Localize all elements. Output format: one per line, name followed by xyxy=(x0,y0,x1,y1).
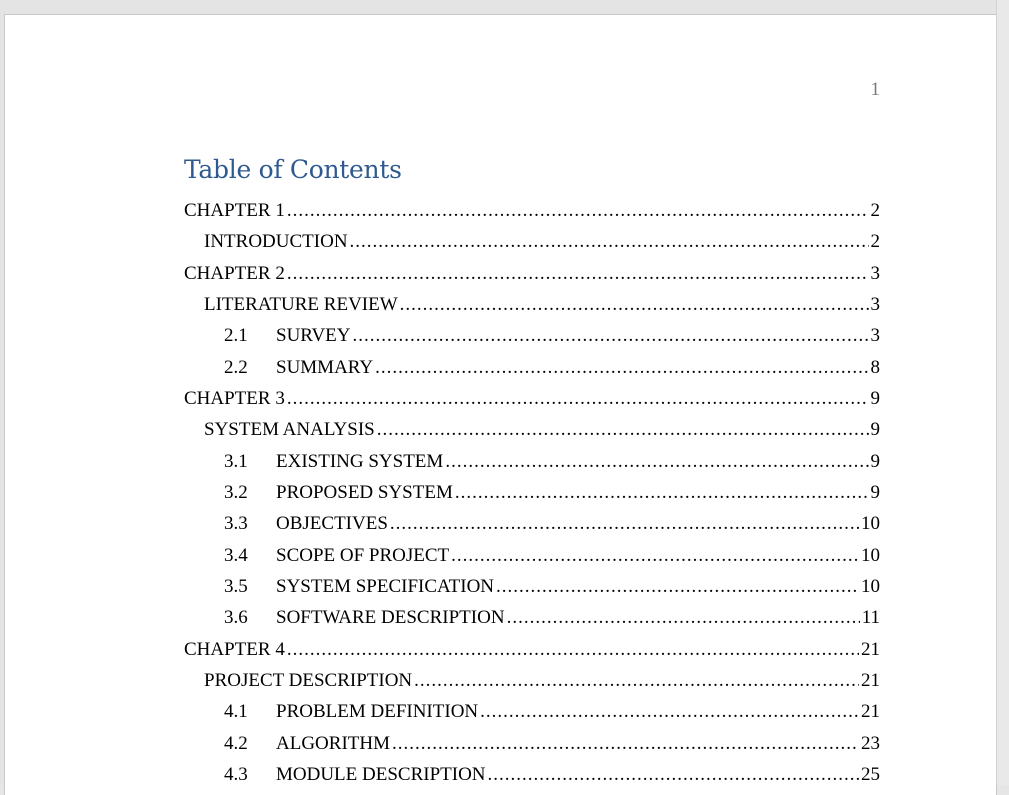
toc-dot-leader xyxy=(507,607,860,629)
toc-entry-number: 2.1 xyxy=(224,325,248,346)
toc-entry-label: PROPOSED SYSTEM xyxy=(276,482,453,503)
toc-entry-label: CHAPTER 3 xyxy=(184,388,285,409)
toc-entry-page: 3 xyxy=(870,263,880,284)
toc-entry-literature-review[interactable] xyxy=(184,294,880,325)
toc-entry-label: CHAPTER 2 xyxy=(184,263,285,284)
toc-entry-page: 8 xyxy=(870,357,880,378)
toc-dot-leader xyxy=(445,451,868,473)
toc-entry-page: 9 xyxy=(870,482,880,503)
toc-entry-page: 3 xyxy=(870,325,880,346)
toc-entry-label: SUMMARY xyxy=(276,357,374,378)
toc-dot-leader xyxy=(350,231,869,253)
toc-dot-leader xyxy=(287,200,869,222)
toc-dot-leader xyxy=(287,263,869,285)
toc-entry-objectives[interactable] xyxy=(184,513,880,544)
toc-entry-chapter-1[interactable] xyxy=(184,200,880,231)
toc-entry-scope-of-project[interactable] xyxy=(184,545,880,576)
toc-entry-chapter-3[interactable] xyxy=(184,388,880,419)
toc-entry-label: OBJECTIVES xyxy=(276,513,388,534)
toc-entry-label: LITERATURE REVIEW xyxy=(204,294,398,315)
toc-entry-page: 10 xyxy=(861,513,880,534)
toc-entry-page: 9 xyxy=(870,388,880,409)
toc-entry-chapter-2[interactable] xyxy=(184,263,880,294)
toc-entry-page: 3 xyxy=(870,294,880,315)
toc-entry-existing-system[interactable] xyxy=(184,451,880,482)
toc-entry-number: 4.3 xyxy=(224,764,248,785)
scrollbar-track[interactable] xyxy=(996,0,1009,785)
toc-entry-number: 3.4 xyxy=(224,545,248,566)
toc-heading: Table of Contents xyxy=(184,155,402,184)
toc-entry-page: 2 xyxy=(870,231,880,252)
toc-entry-proposed-system[interactable] xyxy=(184,482,880,513)
toc-entry-module-description[interactable] xyxy=(184,764,880,795)
toc-entry-number: 3.5 xyxy=(224,576,248,597)
toc-entry-problem-definition[interactable] xyxy=(184,701,880,732)
toc-entry-page: 21 xyxy=(861,670,880,691)
toc-entry-page: 10 xyxy=(861,545,880,566)
toc-entry-label: SCOPE OF PROJECT xyxy=(276,545,450,566)
page-number: 1 xyxy=(870,79,880,100)
toc-entry-label: SOFTWARE DESCRIPTION xyxy=(276,607,505,628)
toc-dot-leader xyxy=(400,294,869,316)
toc-entry-page: 21 xyxy=(861,701,880,722)
toc-entry-page: 11 xyxy=(861,607,880,628)
toc-entry-summary[interactable] xyxy=(184,357,880,388)
toc-entry-page: 9 xyxy=(870,451,880,472)
toc-entry-number: 4.2 xyxy=(224,733,248,754)
toc-entry-label: CHAPTER 4 xyxy=(184,639,285,660)
toc-entry-survey[interactable] xyxy=(184,325,880,356)
toc-entry-system-analysis[interactable] xyxy=(184,419,880,450)
toc-entry-page: 9 xyxy=(870,419,880,440)
toc-entry-project-description[interactable] xyxy=(184,670,880,701)
toc-entry-label: SURVEY xyxy=(276,325,351,346)
toc-entry-page: 21 xyxy=(861,639,880,660)
toc-dot-leader xyxy=(377,419,869,441)
toc-entry-page: 10 xyxy=(861,576,880,597)
toc-entry-page: 23 xyxy=(861,733,880,754)
toc-entry-label: SYSTEM SPECIFICATION xyxy=(276,576,495,597)
toc-dot-leader xyxy=(287,388,869,410)
toc-dot-leader xyxy=(392,733,859,755)
toc-entry-label: PROJECT DESCRIPTION xyxy=(204,670,413,691)
toc-dot-leader xyxy=(390,513,859,535)
toc-entry-label: EXISTING SYSTEM xyxy=(276,451,444,472)
toc-entry-number: 3.2 xyxy=(224,482,248,503)
toc-dot-leader xyxy=(451,545,859,567)
toc-entry-number: 3.1 xyxy=(224,451,248,472)
document-page[interactable] xyxy=(5,15,996,795)
toc-dot-leader xyxy=(488,764,859,786)
toc-dot-leader xyxy=(353,325,869,347)
toc-dot-leader xyxy=(287,639,859,661)
toc-entry-page: 25 xyxy=(861,764,880,785)
toc-entry-introduction[interactable] xyxy=(184,231,880,262)
toc-entry-label: INTRODUCTION xyxy=(204,231,348,252)
toc-entry-number: 2.2 xyxy=(224,357,248,378)
toc-dot-leader xyxy=(480,701,859,723)
toc-entry-software-description[interactable] xyxy=(184,607,880,638)
toc-dot-leader xyxy=(455,482,869,504)
toc-entry-label: SYSTEM ANALYSIS xyxy=(204,419,375,440)
toc-entry-label: MODULE DESCRIPTION xyxy=(276,764,486,785)
toc-entry-chapter-4[interactable] xyxy=(184,639,880,670)
toc-dot-leader xyxy=(375,357,868,379)
toc-entry-page: 2 xyxy=(870,200,880,221)
toc-dot-leader xyxy=(496,576,859,598)
toc-entry-number: 4.1 xyxy=(224,701,248,722)
toc-dot-leader xyxy=(414,670,859,692)
toc-entry-number: 3.6 xyxy=(224,607,248,628)
toc-entry-label: PROBLEM DEFINITION xyxy=(276,701,479,722)
toc-entry-label: ALGORITHM xyxy=(276,733,390,754)
toc-entry-system-specification[interactable] xyxy=(184,576,880,607)
toc-entry-algorithm[interactable] xyxy=(184,733,880,764)
toc-entry-number: 3.3 xyxy=(224,513,248,534)
toc-entry-label: CHAPTER 1 xyxy=(184,200,285,221)
